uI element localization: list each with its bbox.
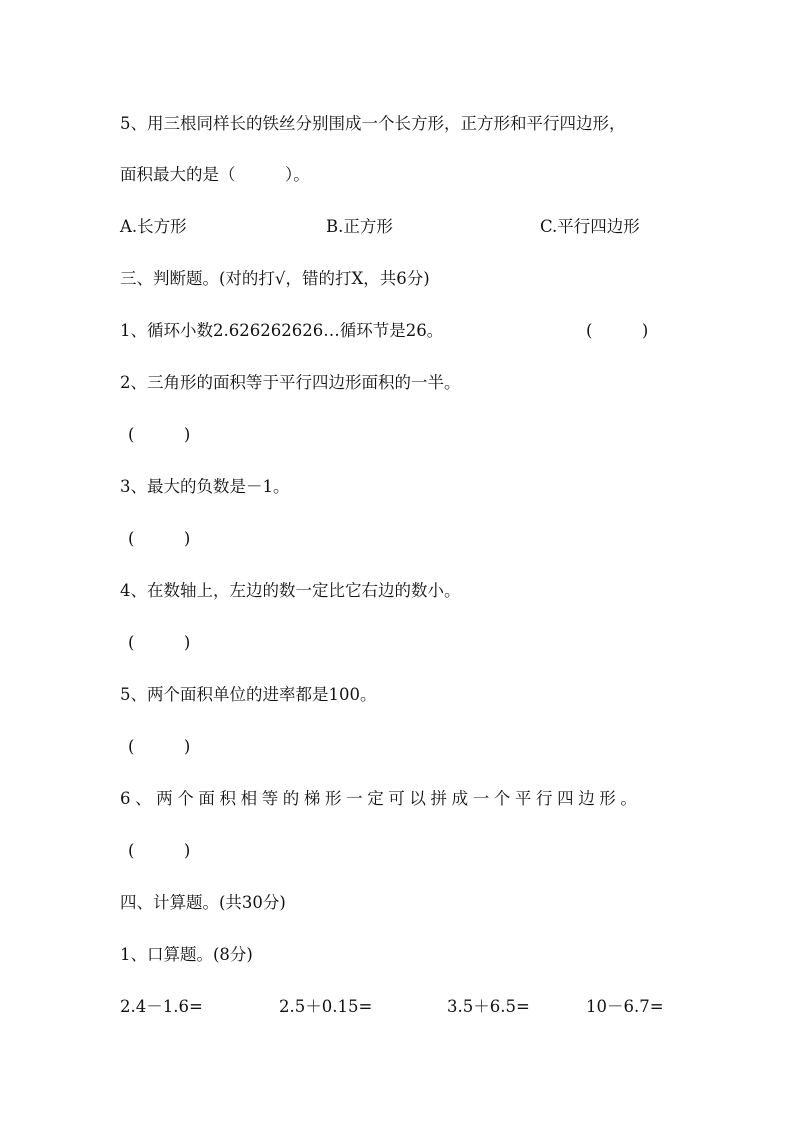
judge-item-4: 4、在数轴上，左边的数一定比它右边的数小。 — [120, 581, 461, 600]
calc-item-2: 2.5＋0.15= — [279, 997, 373, 1016]
judge-answer-6: ( ) — [128, 841, 191, 860]
q5-option-c: C.平行四边形 — [540, 217, 640, 236]
calc-item-1: 2.4－1.6= — [120, 997, 203, 1016]
q5-option-a: A.长方形 — [120, 217, 187, 236]
judge-answer-3: ( ) — [128, 529, 191, 548]
judge-answer-4: ( ) — [128, 633, 191, 652]
judge-answer-5: ( ) — [128, 737, 191, 756]
judge-item-6: 6、两个面积相等的梯形一定可以拼成一个平行四边形。 — [120, 789, 642, 808]
q5-stem-line1: 5、用三根同样长的铁丝分别围成一个长方形，正方形和平行四边形， — [120, 114, 626, 133]
calc-item-4: 10－6.7= — [586, 997, 664, 1016]
calc-item-3: 3.5＋6.5= — [447, 997, 530, 1016]
judge-item-1: 1、循环小数2.626262626…循环节是26。 — [120, 321, 444, 340]
judge-item-2: 2、三角形的面积等于平行四边形面积的一半。 — [120, 373, 461, 392]
q5-stem-line2: 面积最大的是（ ）。 — [120, 165, 310, 184]
section4-heading: 四、计算题。(共30分) — [120, 893, 286, 912]
judge-answer-1: ( ) — [586, 321, 649, 340]
judge-answer-2: ( ) — [128, 425, 191, 444]
section4-sub1: 1、口算题。(8分) — [120, 945, 253, 964]
q5-option-b: B.正方形 — [326, 217, 393, 236]
judge-item-3: 3、最大的负数是－1。 — [120, 477, 290, 496]
section3-heading: 三、判断题。(对的打√，错的打X，共6分) — [120, 269, 430, 288]
judge-item-5: 5、两个面积单位的进率都是100。 — [120, 685, 377, 704]
